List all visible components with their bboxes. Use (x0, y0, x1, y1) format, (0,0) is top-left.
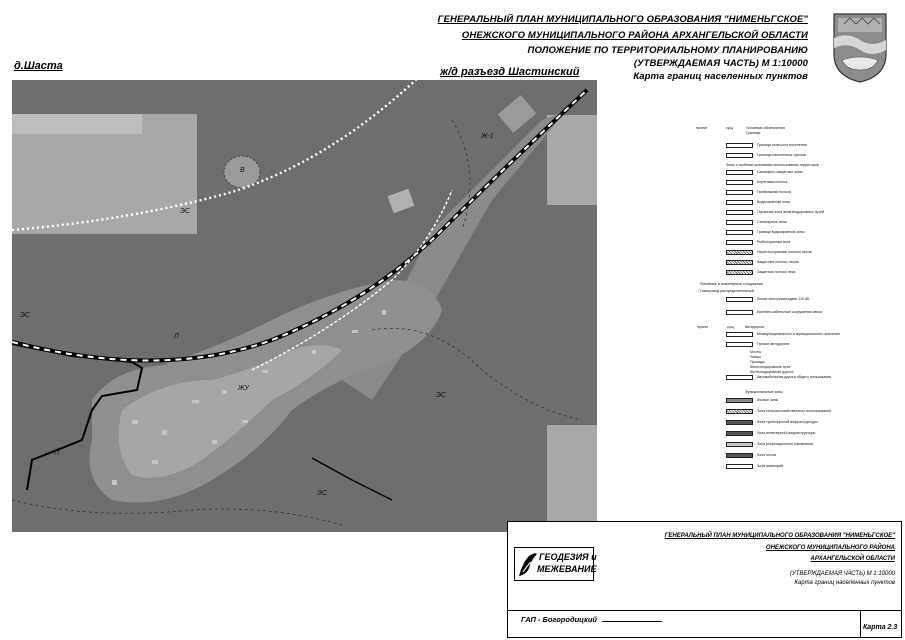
legend-swatch (726, 398, 753, 403)
legend-col-exist: сущ. (726, 126, 734, 130)
legend-transport-col-exist: сущ. (727, 325, 735, 329)
legend-section-zones: Функциональные зоны (745, 390, 783, 394)
legend-item-13: Защитная полоса леса (757, 270, 796, 274)
legend-swatch (726, 180, 753, 185)
legend-swatch (726, 210, 753, 215)
header-title-3: ПОЛОЖЕНИЕ ПО ТЕРРИТОРИАЛЬНОМУ ПЛАНИРОВАНИЮ (527, 45, 808, 56)
map-label-zh1: Ж-1 (481, 133, 494, 140)
legend-zone-item-1: Зона сельскохозяйственного использования (757, 409, 832, 413)
coat-of-arms-icon (830, 10, 890, 84)
legend-swatch (726, 260, 753, 265)
legend-eng-item-0: Линии электропередачи 110 кВ (757, 297, 809, 301)
stamp-title-1: ГЕНЕРАЛЬНЫЙ ПЛАН МУНИЦИПАЛЬНОГО ОБРАЗОВАНИЯ "НИМЕНЬГСКОЕ" (664, 533, 895, 539)
legend-transport-item-7: Автомобильная дорога общего пользования (757, 375, 832, 379)
legend-swatch (726, 297, 753, 302)
legend-swatch (726, 220, 753, 225)
legend-swatch (726, 143, 753, 148)
legend-item-7: Охранная зона железнодорожных путей (757, 210, 825, 214)
legend-zone-item-5: Зона лесов (757, 453, 776, 457)
legend-item-1: Границы населенных пунктов (757, 153, 807, 157)
legend-swatch (726, 442, 753, 447)
header-title-1: ГЕНЕРАЛЬНЫЙ ПЛАН МУНИЦИПАЛЬНОГО ОБРАЗОВАНИЯ "НИМЕНЬГСКОЕ" (437, 14, 808, 25)
legend-item-8: Санитарные зоны (757, 220, 787, 224)
sheet-number: Карта 2.3 (863, 624, 898, 631)
legend-swatch (726, 310, 753, 315)
legend-eng-item-1: Линейно-кабельные сооружения связи (757, 310, 822, 314)
legend-swatch (726, 420, 753, 425)
label-station: ж/д разъезд Шастинский (440, 66, 580, 78)
legend-section-transport: Автодороги (745, 325, 765, 329)
signature-line (602, 621, 662, 622)
legend-swatch (726, 409, 753, 414)
map-label-l: Л (174, 333, 179, 340)
legend-swatch (726, 190, 753, 195)
legend-zone-item-6: Зона акваторий (757, 464, 784, 468)
legend-item-9: Граница водоохранной зоны (757, 230, 805, 234)
stamp-title-3: АРХАНГЕЛЬСКОЙ ОБЛАСТИ (810, 556, 895, 562)
legend-section-zones-special: Зоны с особыми условиями использования территории (726, 163, 819, 167)
map-label-es2: ЭС (20, 312, 30, 319)
legend-swatch (726, 342, 753, 347)
legend-item-11: Нерестоохранные полосы лесов (757, 250, 812, 254)
stamp-divider-vertical (860, 610, 861, 638)
map-area[interactable] (12, 80, 597, 532)
map-label-zh2: ЖУ (238, 385, 249, 392)
map-label-es3: ЭС (436, 392, 446, 399)
legend-swatch (726, 453, 753, 458)
map-label-es4: ЭС (317, 490, 327, 497)
legend-col-desc: Условные обозначения (746, 126, 785, 130)
legend-item-4: Береговая полоса (757, 180, 788, 184)
legend-swatch (726, 464, 753, 469)
legend-section-borders: Границы (746, 131, 761, 135)
legend-swatch (726, 240, 753, 245)
legend-transport-subitem-5: Железнодорожные пути (750, 365, 791, 369)
stamp-title-2: ОНЕЖСКОГО МУНИЦИПАЛЬНОГО РАЙОНА (765, 545, 895, 551)
legend-transport-subitem-2: Мосты (750, 350, 762, 354)
stamp-gap-name: ГАП - Богородицкий (521, 615, 597, 624)
legend-section-engineering: Линейные и инженерные сооружения (700, 282, 763, 286)
legend-section-engineering-2: Газопровод распределительный (700, 289, 754, 293)
stamp-divider (507, 610, 902, 611)
legend-swatch (726, 332, 753, 337)
logo-line-2: МЕЖЕВАНИЕ (537, 564, 597, 574)
legend-transport-subitem-4: Проезды (750, 360, 765, 364)
header-title-5: Карта границ населенных пунктов (633, 71, 808, 82)
label-village-shasta: д.Шаста (14, 60, 63, 72)
legend-item-6: Водоохранная зона (757, 200, 790, 204)
header-title-2: ОНЕЖСКОГО МУНИЦИПАЛЬНОГО РАЙОНА АРХАНГЕЛЬСКОЙ ОБЛАСТИ (461, 30, 808, 41)
legend-swatch (726, 200, 753, 205)
legend-zone-item-4: Зона рекреационного назначения (757, 442, 814, 446)
legend-transport-item-1: Прочие автодороги (757, 342, 790, 346)
legend-item-0: Граница сельского поселения (757, 143, 807, 147)
legend-swatch (726, 270, 753, 275)
legend-zone-item-2: Зона транспортной инфраструктуры (757, 420, 818, 424)
legend-zone-item-0: Жилые зоны (757, 398, 779, 402)
stamp-gap (521, 615, 662, 624)
stamp-title-5: Карта границ населенных пунктов (794, 580, 895, 586)
logo-mark-icon (517, 550, 539, 578)
legend-zone-item-3: Зона инженерной инфраструктуры (757, 431, 816, 435)
legend-swatch (726, 170, 753, 175)
stamp-title-4: (УТВЕРЖДАЕМАЯ ЧАСТЬ) М 1:10000 (789, 571, 895, 577)
legend-item-12: Защитные полосы лесов (757, 260, 799, 264)
legend-swatch (726, 250, 753, 255)
legend-transport-subitem-3: Улицы (750, 355, 761, 359)
map-label-b: В (240, 167, 245, 174)
map-label-p: П (54, 450, 60, 457)
legend-swatch (726, 375, 753, 380)
header-title-4: (УТВЕРЖДАЕМАЯ ЧАСТЬ) М 1:10000 (633, 58, 808, 69)
company-logo (514, 547, 597, 581)
legend-col-project: проект (696, 126, 708, 130)
map-label-es1: ЭС (180, 208, 190, 215)
legend-item-10: Рыбоохранная зона (757, 240, 791, 244)
legend-transport-item-0: Межмуниципального и муниципального значения (757, 332, 840, 336)
legend-item-5: Прибрежная полоса (757, 190, 791, 194)
legend-transport-col-project: проект (697, 325, 709, 329)
legend-swatch (726, 230, 753, 235)
legend-swatch (726, 153, 753, 158)
legend-transport-subitem-6: Железнодорожная дорога (750, 370, 794, 374)
legend-item-3: Санитарно-защитные зоны (757, 170, 803, 174)
legend-swatch (726, 431, 753, 436)
logo-line-1: ГЕОДЕЗИЯ и (539, 552, 597, 562)
